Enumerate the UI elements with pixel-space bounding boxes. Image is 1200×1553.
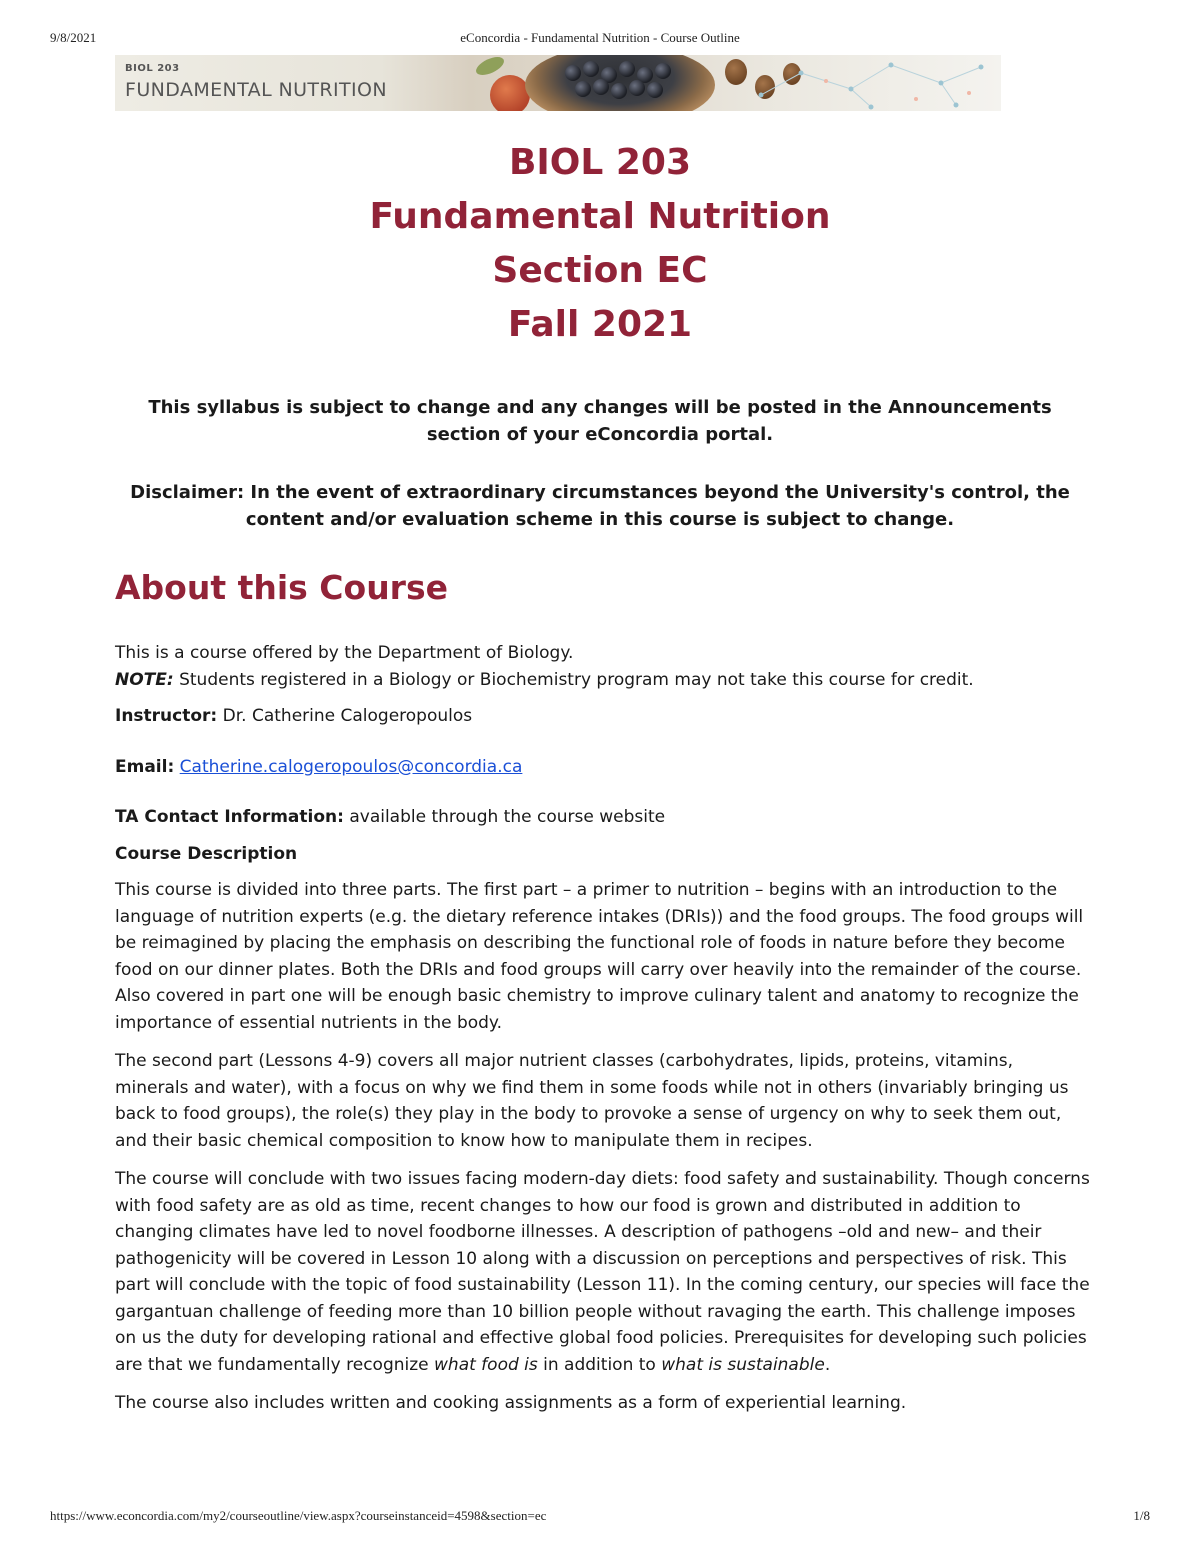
ta-contact-value: available through the course website bbox=[343, 807, 666, 827]
course-title-block bbox=[100, 136, 1100, 352]
ta-contact-label: TA Contact Information: bbox=[115, 807, 344, 827]
berry-graphic bbox=[593, 79, 609, 95]
about-content bbox=[115, 640, 1090, 1417]
course-description-heading-text: Course Description bbox=[115, 843, 298, 864]
molecule-network-graphic bbox=[741, 55, 1001, 111]
tomato-graphic bbox=[490, 75, 530, 111]
para3-mid: in addition to bbox=[537, 1354, 662, 1375]
para3-start: The course will conclude with two issues facing modern-day diets: food safety and sustainability. Though concerns with food safety are as old as time, recent changes to how our food is grown and distributed in addition to changing climates have led to novel foodborne illnesses. A description of pathogens –old and new– and their pathogenicity will be covered in Lesson 10 along with a discussion on perceptions and perspectives of risk. This part will conclude with the topic of food sustainability (Lesson 11). In the coming century, our species will face the gargantuan challenge of feeding more than 10 billion people without ravaging the earth. This challenge imposes on us the duty for developing rational and effective global food policies. Prerequisites for developing such policies are that we fundamentally recognize bbox=[115, 1169, 1090, 1375]
syllabus-notice: This syllabus is subject to change and any changes will be posted in the Announcements section of your eConcordia portal. bbox=[148, 397, 1052, 445]
course-banner bbox=[115, 55, 1001, 111]
description-paragraph-4: The course also includes written and cooking assignments as a form of experiential learning. bbox=[115, 1393, 907, 1413]
banner-course-name: FUNDAMENTAL NUTRITION bbox=[125, 79, 388, 101]
leaf-graphic bbox=[473, 55, 506, 79]
ta-contact-line bbox=[115, 804, 1090, 831]
offered-by-text: This is a course offered by the Department of Biology. bbox=[115, 643, 574, 663]
berry-graphic bbox=[647, 82, 663, 98]
para3-emphasis-food: what food is bbox=[434, 1354, 538, 1375]
berry-graphic bbox=[575, 81, 591, 97]
description-paragraph-2: The second part (Lessons 4-9) covers all major nutrient classes (carbohydrates, lipids, proteins, vitamins, minerals and water), with a focus on why we find them in some foods while not in others (invariably bringing us back to food groups), the role(s) they play in the body to provoke a sense of urgency on why to seek them out, and their basic chemical composition to know how to manipulate them in recipes. bbox=[115, 1051, 1069, 1151]
berry-graphic bbox=[583, 61, 599, 77]
course-section-title: Section EC bbox=[492, 250, 708, 291]
description-paragraph-3 bbox=[115, 1166, 1090, 1378]
course-description bbox=[115, 877, 1090, 1417]
instructor-line bbox=[115, 703, 1090, 730]
berry-graphic bbox=[655, 63, 671, 79]
para3-emphasis-sustainable: what is sustainable bbox=[661, 1354, 825, 1375]
note-line bbox=[115, 667, 1090, 694]
instructor-label: Instructor: bbox=[115, 706, 218, 726]
print-header bbox=[50, 30, 1150, 50]
course-description-heading bbox=[115, 841, 1090, 868]
berry-graphic bbox=[629, 80, 645, 96]
note-label: NOTE: bbox=[115, 669, 174, 690]
print-page-title: eConcordia - Fundamental Nutrition - Course Outline bbox=[460, 30, 740, 45]
berry-graphic bbox=[611, 83, 627, 99]
print-page-number: 1/8 bbox=[1133, 1508, 1150, 1523]
note-text: Students registered in a Biology or Biochemistry program may not take this course for credit. bbox=[173, 669, 974, 690]
berry-graphic bbox=[619, 61, 635, 77]
description-paragraph-1: This course is divided into three parts. The first part – a primer to nutrition – begins with an introduction to the language of nutrition experts (e.g. the dietary reference intakes (DRIs)) and the food groups. The food groups will be reimagined by placing the emphasis on describing the functional role of foods in nature before they become food on our dinner plates. Both the DRIs and food groups will carry over heavily into the remainder of the course. Also covered in part one will be enough basic chemistry to improve culinary talent and anatomy to recognize the importance of essential nutrients in the body. bbox=[115, 880, 1084, 1033]
print-url: https://www.econcordia.com/my2/courseoutline/view.aspx?courseinstanceid=4598&section=ec bbox=[50, 1508, 547, 1523]
course-code-title: BIOL 203 bbox=[508, 142, 692, 183]
berry-graphic bbox=[565, 65, 581, 81]
instructor-value: Dr. Catherine Calogeropoulos bbox=[217, 706, 473, 726]
email-label: Email: bbox=[115, 756, 175, 777]
email-line bbox=[115, 754, 1090, 781]
print-footer bbox=[50, 1508, 1150, 1528]
email-link[interactable]: Catherine.calogeropoulos@concordia.ca bbox=[179, 756, 523, 777]
about-heading: About this Course bbox=[115, 568, 448, 607]
print-date: 9/8/2021 bbox=[50, 30, 97, 45]
banner-course-code: BIOL 203 bbox=[125, 63, 180, 74]
para3-end: . bbox=[824, 1354, 831, 1375]
disclaimer: Disclaimer: In the event of extraordinary circumstances beyond the University's control, the content and/or evaluation scheme in this course is subject to change. bbox=[130, 482, 1070, 530]
course-term-title: Fall 2021 bbox=[507, 304, 693, 345]
course-name-title: Fundamental Nutrition bbox=[369, 196, 831, 237]
